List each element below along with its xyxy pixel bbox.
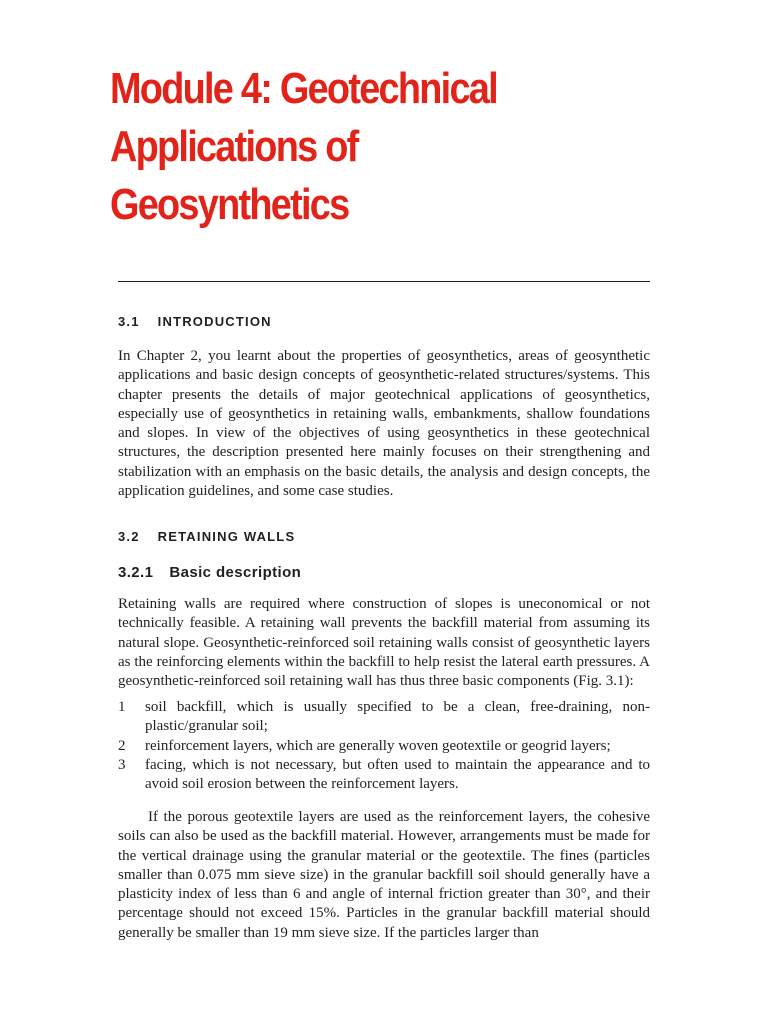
- subsection-number: 3.2.1: [118, 564, 154, 581]
- introduction-paragraph: In Chapter 2, you learnt about the properties of geosynthetics, areas of geosynthetic applications and basic design concepts of geosynthetic-related structures/systems. This chapter presents the details of major geotechnical applications of geosynthetics, especially use of geosynthetics in retaining walls, embankments, shallow foundations and slopes. In view of the objectives of using geosynthetics in these geotechnical structures, the description presented here mainly focuses on their strengthening and stabilization with an emphasis on the basic details, the analysis and design concepts, the application guidelines, and some case studies.: [118, 348, 650, 500]
- list-item: [118, 737, 650, 756]
- subsection-heading-basic-description: [118, 564, 301, 582]
- subsection-title: Basic description: [169, 564, 302, 581]
- section-heading-introduction: [118, 314, 272, 330]
- section-title: INTRODUCTION: [157, 314, 272, 329]
- component-list: [118, 698, 650, 794]
- list-number: 2: [118, 737, 126, 754]
- list-item: [118, 756, 650, 795]
- title-divider: [118, 281, 650, 282]
- section-title: RETAINING WALLS: [157, 529, 296, 544]
- section-number: 3.2: [118, 529, 140, 544]
- section-number: 3.1: [118, 314, 140, 329]
- module-title: Module 4: Geotechnical Applications of Geosynthetics: [110, 64, 497, 229]
- list-text: facing, which is not necessary, but often used to maintain the appearance and to avoid soil erosion between the reinforcement layers.: [145, 756, 650, 793]
- basic-description-paragraph: Retaining walls are required where construction of slopes is uneconomical or not technically feasible. A retaining wall prevents the backfill material from assuming its natural slope. Geosynthetic-reinforced soil retaining walls consist of geosynthetic layers as the reinforcing elements within the backfill to help resist the lateral earth pressures. A geosynthetic-reinforced soil retaining wall has thus three basic components (Fig. 3.1):: [118, 596, 650, 690]
- list-item: [118, 698, 650, 737]
- list-number: 1: [118, 699, 126, 715]
- list-text: reinforcement layers, which are generally woven geotextile or geogrid layers;: [145, 737, 611, 754]
- list-text: soil backfill, which is usually specified to be a clean, free-draining, non-plastic/granular soil;: [145, 699, 650, 735]
- backfill-paragraph: If the porous geotextile layers are used as the reinforcement layers, the cohesive soils can also be used as the backfill material. However, arrangements must be made for the vertical drainage using the granular material or the geotextile. The fines (particles smaller than 0.075 mm sieve size) in the granular backfill soil should generally have a plasticity index of less than 6 and angle of internal friction greater than 30°, and their percentage should not exceed 15%. Particles in the granular backfill material should generally be smaller than 19 mm sieve size. If the particles larger than: [118, 809, 650, 941]
- section-heading-retaining-walls: [118, 529, 295, 545]
- list-number: 3: [118, 756, 126, 773]
